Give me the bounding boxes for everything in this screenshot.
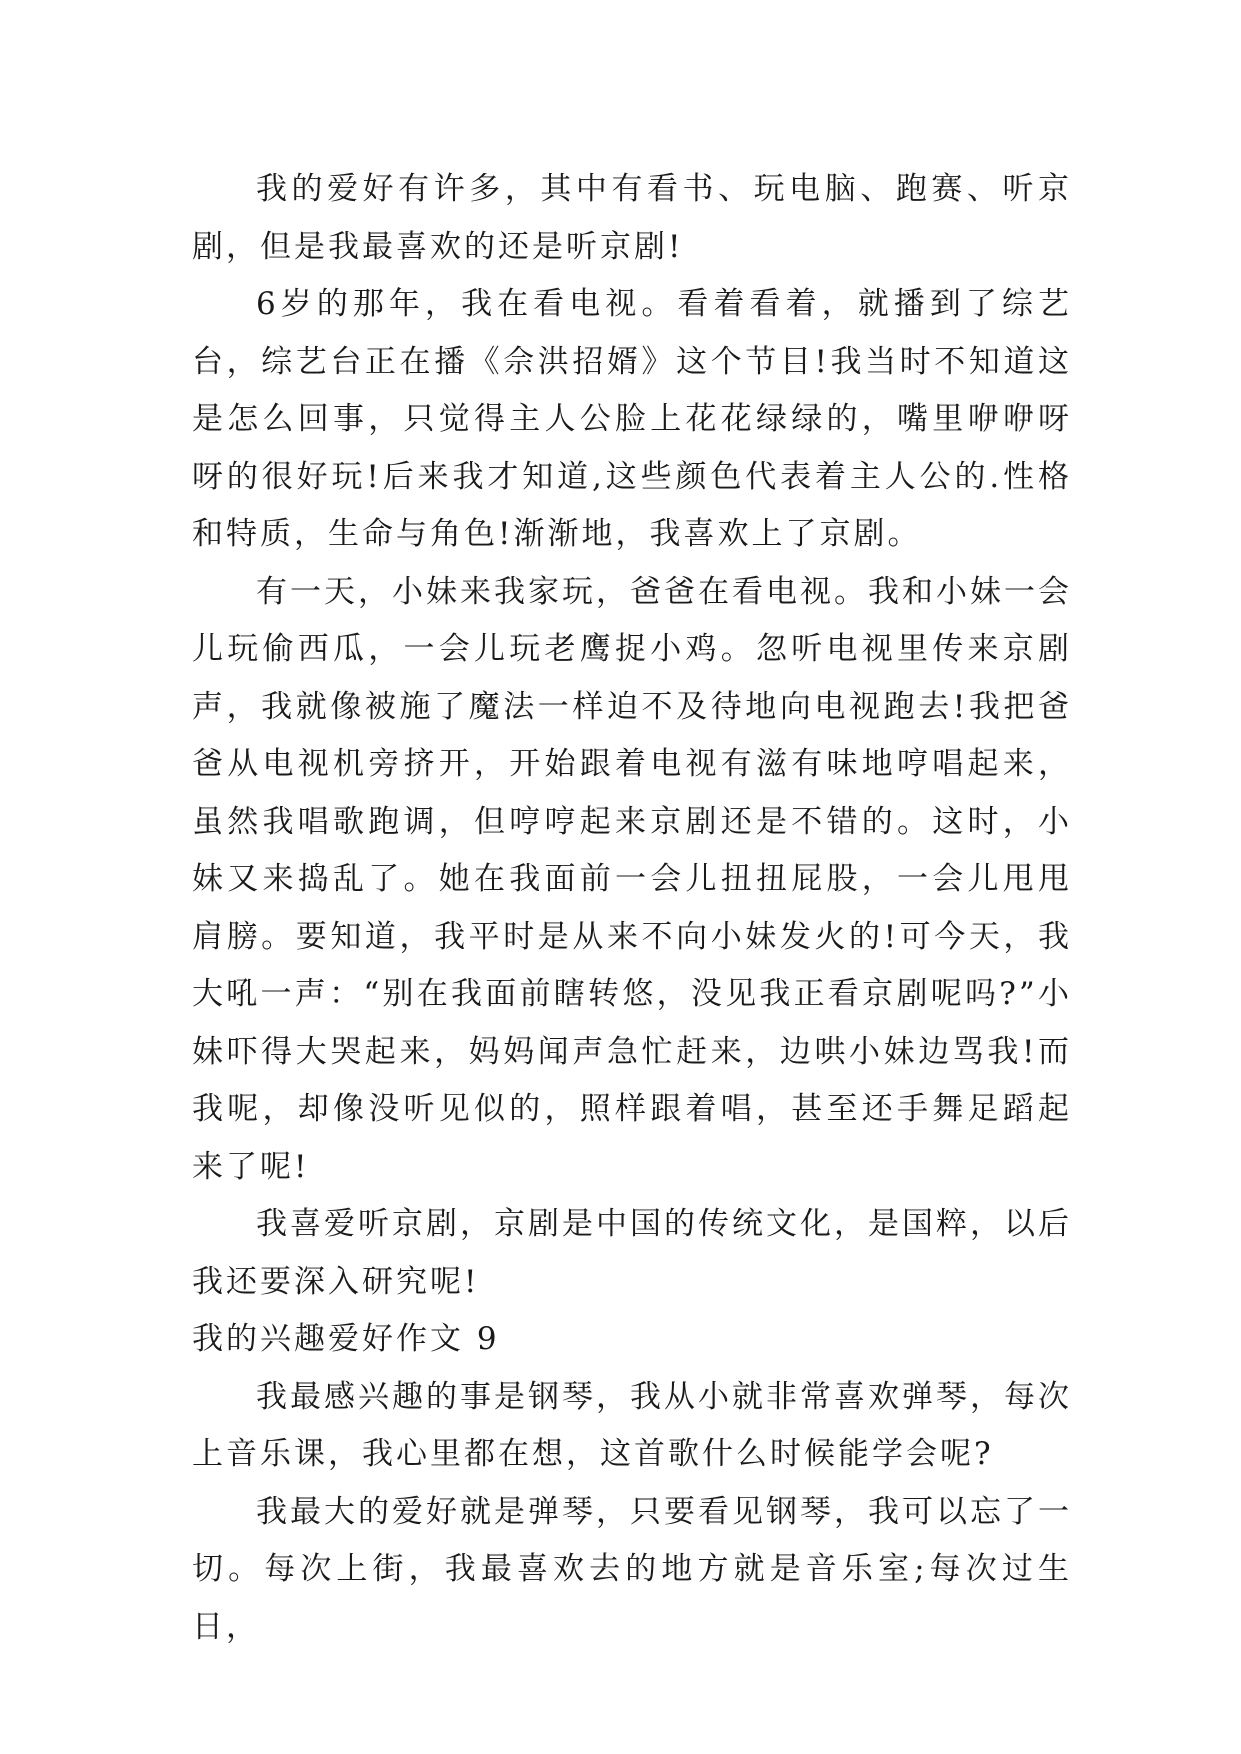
- section-title: 我的兴趣爱好作文 9: [192, 1321, 500, 1357]
- paragraph-age-six: 6岁的那年，我在看电视。看着看着，就播到了综艺台，综艺台正在播《佘洪招婿》这个节目!我当时不知道这是怎么回事，只觉得主人公脸上花花绿绿的，嘴里咿咿呀呀的很好玩!后来我才知道,这些颜色代表着主人公的.性格和特质，生命与角色!渐渐地，我喜欢上了京剧。: [192, 286, 1072, 552]
- paragraph-piano-hobby: 我最大的爱好就是弹琴，只要看见钢琴，我可以忘了一切。每次上街，我最喜欢去的地方就是音乐室;每次过生日，: [192, 1493, 1072, 1645]
- paragraph-piano-interest: 我最感兴趣的事是钢琴，我从小就非常喜欢弹琴，每次上音乐课，我心里都在想，这首歌什么时候能学会呢?: [192, 1378, 1072, 1472]
- paragraph-little-sister: 有一天，小妹来我家玩，爸爸在看电视。我和小妹一会儿玩偷西瓜，一会儿玩老鹰捉小鸡。忽听电视里传来京剧声，我就像被施了魔法一样迫不及待地向电视跑去!我把爸爸从电视机旁挤开，开始跟着电视有滋有味地哼唱起来，虽然我唱歌跑调，但哼哼起来京剧还是不错的。这时，小妹又来捣乱了。她在我面前一会儿扭扭屁股，一会儿甩甩肩膀。要知道，我平时是从来不向小妹发火的!可今天，我大吼一声：“别在我面前瞎转悠，没见我正看京剧呢吗?”小妹吓得大哭起来，妈妈闻声急忙赶来，边哄小妹边骂我!而我呢，却像没听见似的，照样跟着唱，甚至还手舞足蹈起来了呢!: [192, 573, 1072, 1185]
- paragraph-conclusion: 我喜爱听京剧，京剧是中国的传统文化，是国粹，以后我还要深入研究呢!: [192, 1206, 1072, 1300]
- document-body: [192, 161, 1072, 1656]
- paragraph-hobbies-intro: 我的爱好有许多，其中有看书、玩电脑、跑赛、听京剧，但是我最喜欢的还是听京剧!: [192, 171, 1072, 265]
